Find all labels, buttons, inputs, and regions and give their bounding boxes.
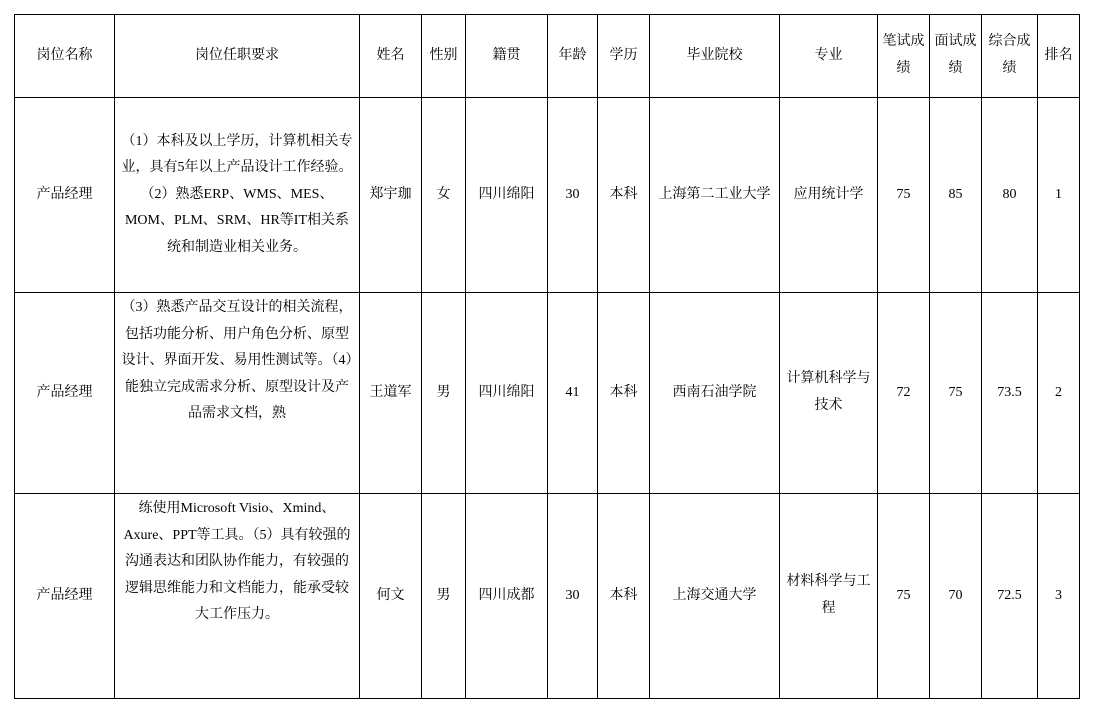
header-education: 学历: [598, 15, 650, 98]
header-requirement: 岗位任职要求: [115, 15, 360, 98]
table-body: [15, 98, 1080, 699]
header-total-score: 综合成绩: [982, 15, 1038, 98]
cell-rank: 1: [1038, 98, 1080, 293]
cell-school: 西南石油学院: [650, 293, 780, 494]
header-written-score: 笔试成绩: [878, 15, 930, 98]
cell-requirement: （3）熟悉产品交互设计的相关流程，包括功能分析、用户角色分析、原型设计、界面开发、易用性测试等。（4）能独立完成需求分析、原型设计及产品需求文档，熟: [115, 293, 360, 494]
cell-school: 上海交通大学: [650, 494, 780, 699]
cell-major: 计算机科学与技术: [780, 293, 878, 494]
header-age: 年龄: [548, 15, 598, 98]
cell-education: 本科: [598, 98, 650, 293]
cell-written-score: 75: [878, 494, 930, 699]
cell-interview-score: 85: [930, 98, 982, 293]
table-row: [15, 98, 1080, 293]
cell-interview-score: 70: [930, 494, 982, 699]
cell-requirement: （1）本科及以上学历，计算机相关专业，具有5年以上产品设计工作经验。（2）熟悉ERP、WMS、MES、MOM、PLM、SRM、HR等IT相关系统和制造业相关业务。: [115, 98, 360, 293]
header-name: 姓名: [360, 15, 422, 98]
cell-post: 产品经理: [15, 98, 115, 293]
cell-age: 30: [548, 494, 598, 699]
cell-origin: 四川绵阳: [466, 293, 548, 494]
cell-name: 郑宇珈: [360, 98, 422, 293]
header-school: 毕业院校: [650, 15, 780, 98]
table-row: [15, 494, 1080, 699]
cell-origin: 四川绵阳: [466, 98, 548, 293]
cell-major: 材料科学与工程: [780, 494, 878, 699]
cell-origin: 四川成都: [466, 494, 548, 699]
cell-education: 本科: [598, 293, 650, 494]
table-row: [15, 293, 1080, 494]
header-row: [15, 15, 1080, 98]
table-header: [15, 15, 1080, 98]
header-major: 专业: [780, 15, 878, 98]
header-origin: 籍贯: [466, 15, 548, 98]
cell-major: 应用统计学: [780, 98, 878, 293]
cell-name: 何文: [360, 494, 422, 699]
cell-age: 41: [548, 293, 598, 494]
header-interview-score: 面试成绩: [930, 15, 982, 98]
cell-post: 产品经理: [15, 494, 115, 699]
cell-school: 上海第二工业大学: [650, 98, 780, 293]
cell-name: 王道军: [360, 293, 422, 494]
cell-written-score: 75: [878, 98, 930, 293]
cell-total-score: 72.5: [982, 494, 1038, 699]
cell-gender: 女: [422, 98, 466, 293]
cell-written-score: 72: [878, 293, 930, 494]
cell-requirement: 练使用Microsoft Visio、Xmind、Axure、PPT等工具。（5）具有较强的沟通表达和团队协作能力，有较强的逻辑思维能力和文档能力，能承受较大工作压力。: [115, 494, 360, 699]
cell-age: 30: [548, 98, 598, 293]
cell-post: 产品经理: [15, 293, 115, 494]
cell-interview-score: 75: [930, 293, 982, 494]
candidate-results-table: [14, 14, 1080, 699]
cell-total-score: 80: [982, 98, 1038, 293]
header-rank: 排名: [1038, 15, 1080, 98]
cell-education: 本科: [598, 494, 650, 699]
cell-rank: 3: [1038, 494, 1080, 699]
cell-total-score: 73.5: [982, 293, 1038, 494]
header-post: 岗位名称: [15, 15, 115, 98]
header-gender: 性别: [422, 15, 466, 98]
cell-gender: 男: [422, 494, 466, 699]
cell-rank: 2: [1038, 293, 1080, 494]
cell-gender: 男: [422, 293, 466, 494]
